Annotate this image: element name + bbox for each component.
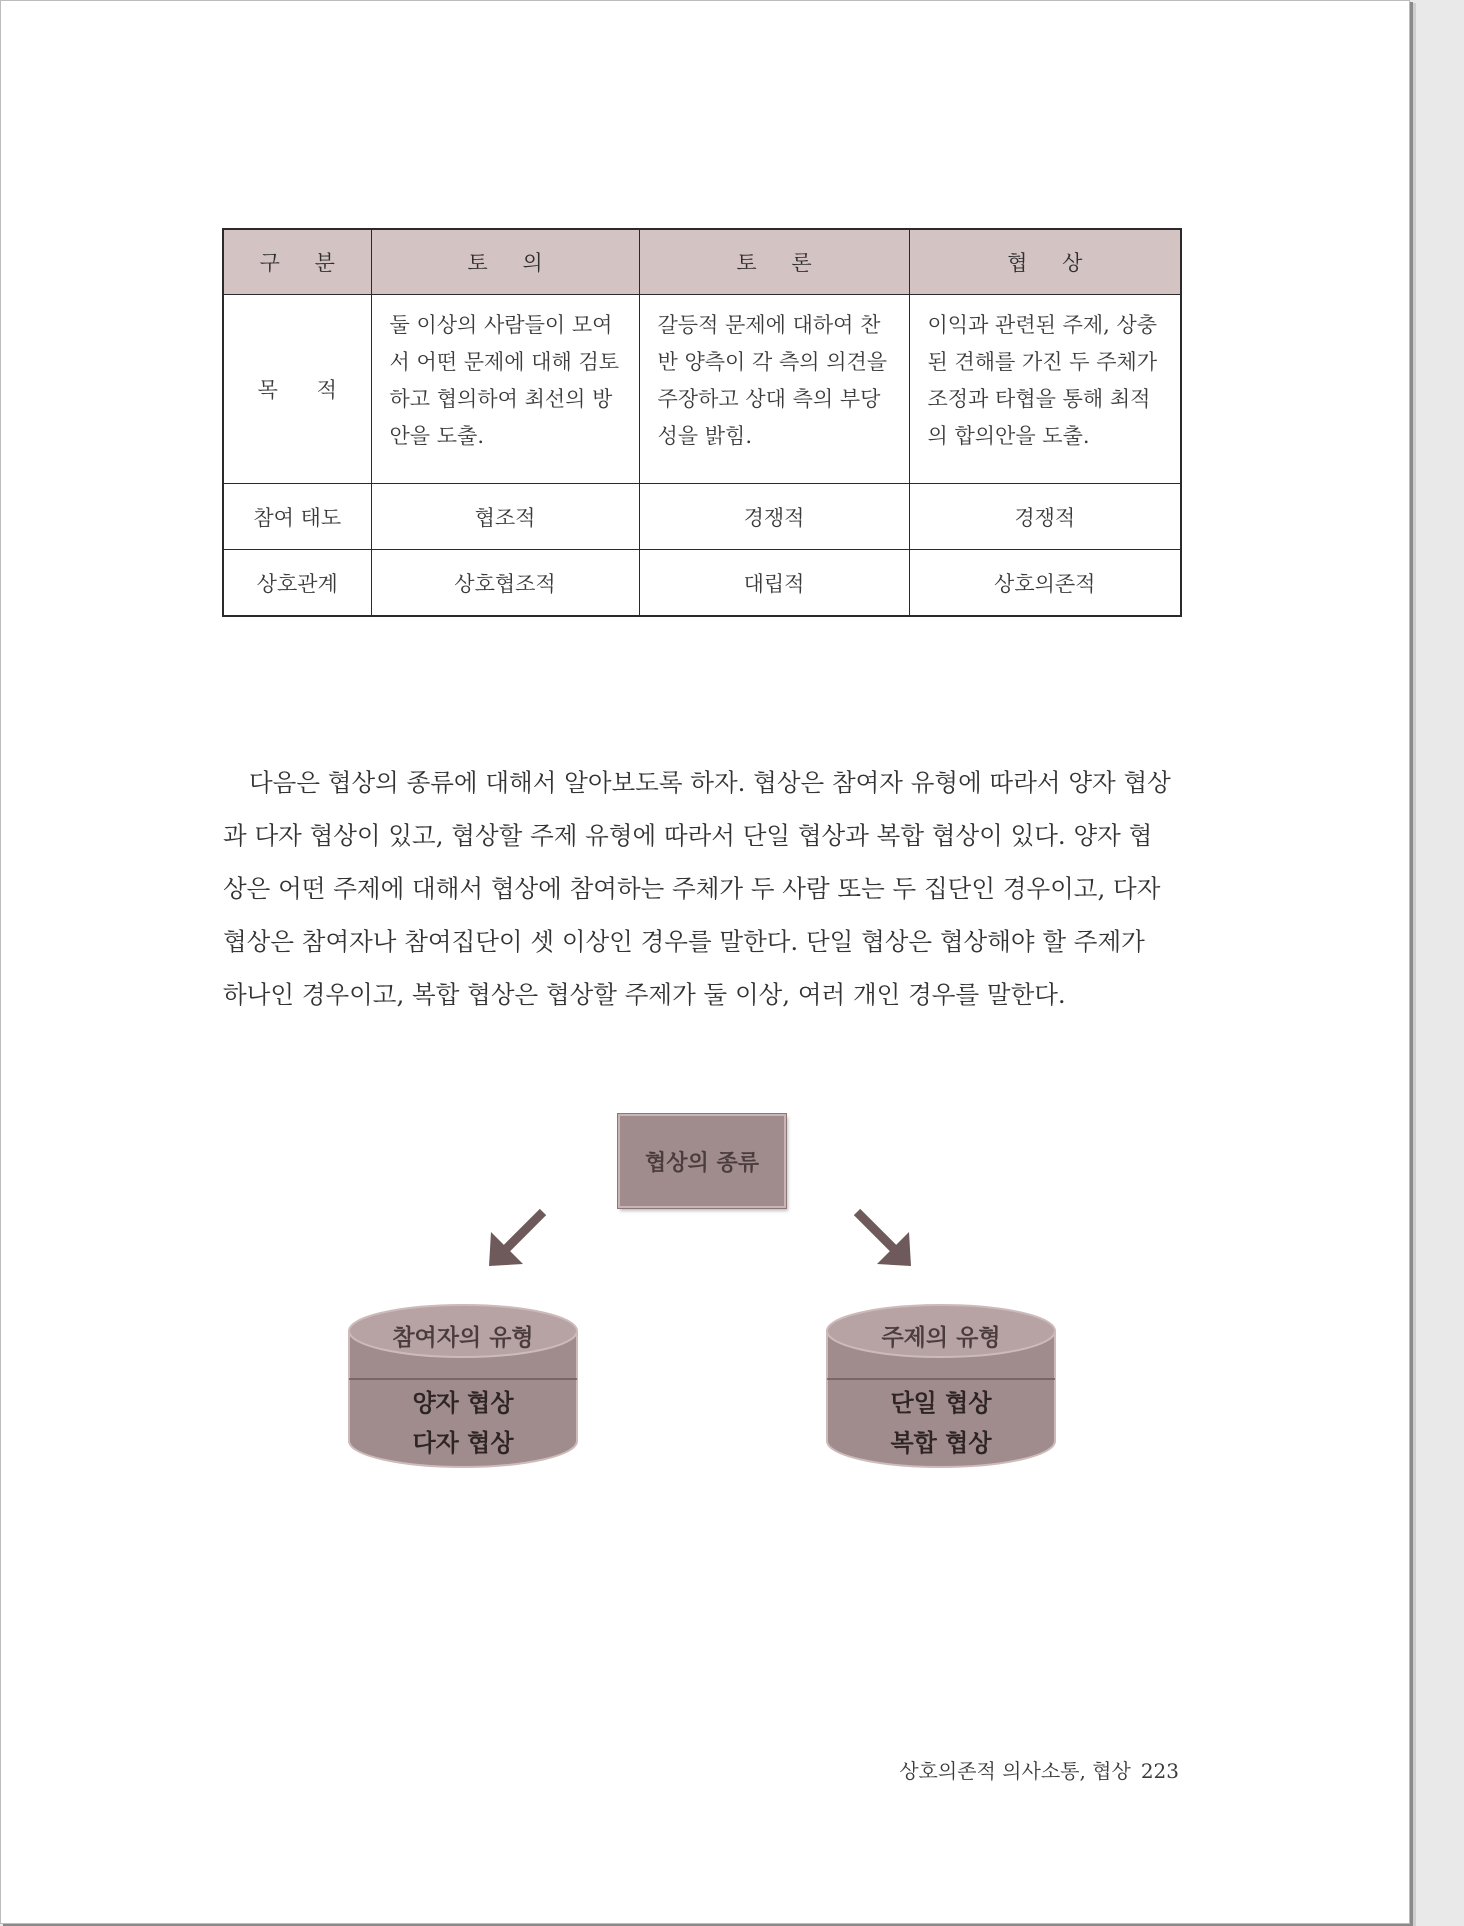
cylinder-item: 다자 협상 — [412, 1429, 514, 1457]
comparison-table — [222, 228, 1182, 617]
cylinder-title: 참여자의 유형 — [392, 1325, 534, 1351]
body-paragraph — [223, 756, 1183, 1021]
footer-title: 상호의존적 의사소통, 협상 — [899, 1759, 1131, 1783]
cylinder-item: 양자 협상 — [412, 1389, 514, 1417]
paragraph-line: 과 다자 협상이 있고, 협상할 주제 유형에 따라서 단일 협상과 복합 협상이 있다. 양자 협 — [223, 821, 1153, 850]
cylinder-title: 주제의 유형 — [881, 1325, 1001, 1351]
paragraph-line: 협상은 참여자나 참여집단이 셋 이상인 경우를 말한다. 단일 협상은 협상해야 할 주제가 — [223, 927, 1145, 956]
table-header-row — [223, 229, 1181, 295]
cylinder-item: 단일 협상 — [890, 1389, 992, 1417]
row-label-attitude: 참여 태도 — [223, 484, 371, 550]
paragraph-line: 다음은 협상의 종류에 대해서 알아보도록 하자. 협상은 참여자 유형에 따라서 양자 협상 — [249, 768, 1171, 797]
purpose-negotiation: 이익과 관련된 주제, 상충 된 견해를 가진 두 주체가 조정과 타협을 통해 최적 의 합의안을 도출. — [909, 295, 1181, 484]
cylinder-topic-type — [825, 1301, 1057, 1471]
page-number: 223 — [1140, 1759, 1179, 1783]
relation-negotiation: 상호의존적 — [909, 550, 1181, 617]
attitude-debate: 경쟁적 — [639, 484, 909, 550]
paragraph-line: 상은 어떤 주제에 대해서 협상에 참여하는 주체가 두 사람 또는 두 집단인 경우이고, 다자 — [223, 874, 1161, 903]
relation-debate: 대립적 — [639, 550, 909, 617]
paragraph-line: 하나인 경우이고, 복합 협상은 협상할 주제가 둘 이상, 여러 개인 경우를 말한다. — [223, 980, 1066, 1009]
attitude-negotiation: 경쟁적 — [909, 484, 1181, 550]
arrow-down-left-icon — [487, 1206, 549, 1268]
header-discussion: 토 의 — [371, 229, 639, 295]
header-debate: 토 론 — [639, 229, 909, 295]
table-row — [223, 550, 1181, 617]
page-footer — [899, 1755, 1179, 1784]
relation-discussion: 상호협조적 — [371, 550, 639, 617]
purpose-discussion: 둘 이상의 사람들이 모여 서 어떤 문제에 대해 검토 하고 협의하여 최선의 방 안을 도출. — [371, 295, 639, 484]
cylinder-item: 복합 협상 — [890, 1429, 992, 1457]
diagram-root-box: 협상의 종류 — [618, 1114, 786, 1208]
purpose-debate: 갈등적 문제에 대하여 찬 반 양측이 각 측의 의견을 주장하고 상대 측의 부당 성을 밝힘. — [639, 295, 909, 484]
arrow-down-right-icon — [851, 1206, 913, 1268]
table-row — [223, 484, 1181, 550]
attitude-discussion: 협조적 — [371, 484, 639, 550]
table-row — [223, 295, 1181, 484]
header-category: 구 분 — [223, 229, 371, 295]
cylinder-participant-type — [347, 1301, 579, 1471]
row-label-purpose: 목 적 — [223, 295, 371, 484]
header-negotiation: 협 상 — [909, 229, 1181, 295]
row-label-relation: 상호관계 — [223, 550, 371, 617]
